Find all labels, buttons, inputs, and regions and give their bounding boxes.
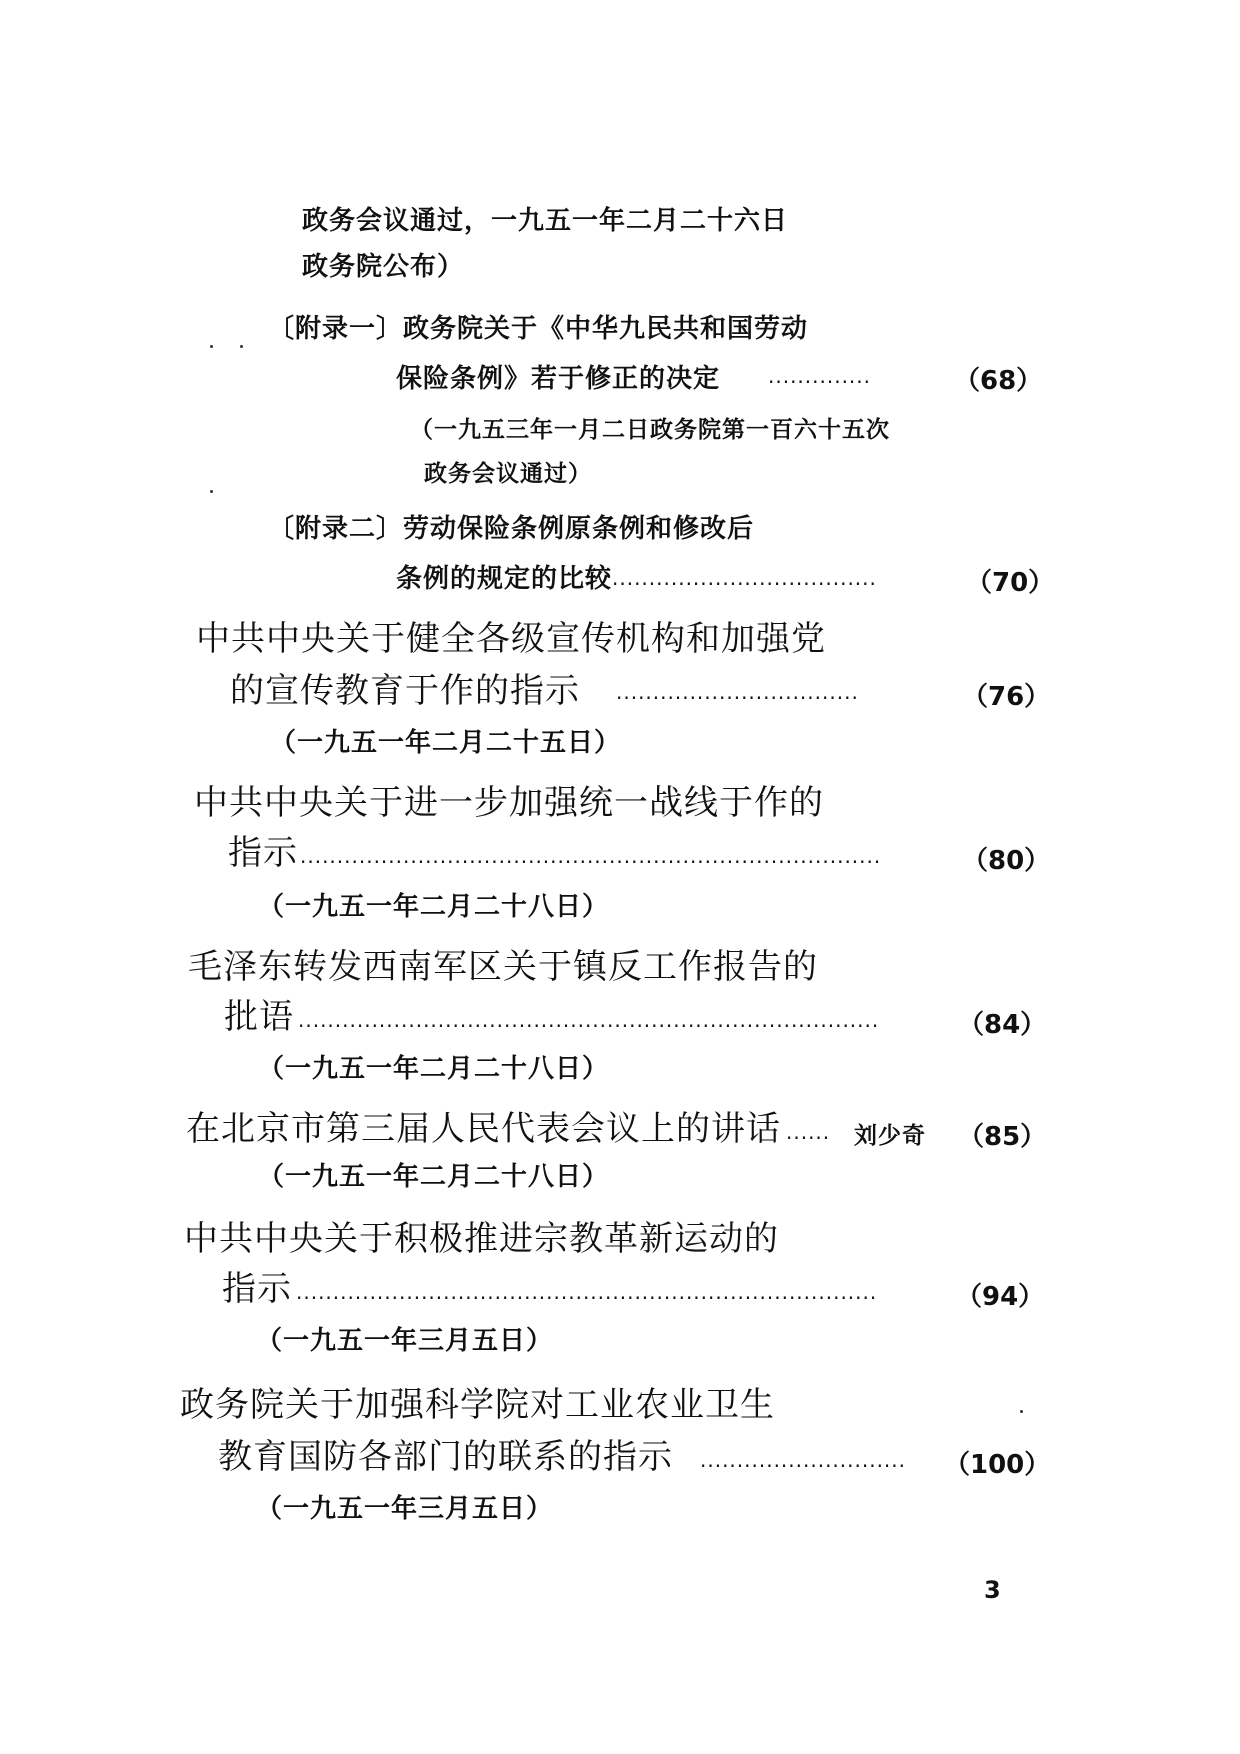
scan-speck bbox=[1020, 1410, 1023, 1413]
toc-leader-dots: ·············· bbox=[768, 372, 872, 392]
toc-leader-dots: ································· bbox=[616, 688, 859, 708]
toc-entry-date: （一九五一年二月二十八日） bbox=[258, 892, 610, 922]
toc-entry-title: 中共中央关于进一步加强统一战线于作的 bbox=[194, 783, 824, 823]
appendix-date-note: （一九五三年一月二日政务院第一百六十五次 bbox=[410, 416, 890, 443]
toc-entry-author: 刘少奇 bbox=[854, 1122, 926, 1149]
toc-continuation-line: 政务院公布） bbox=[302, 252, 465, 282]
appendix-date-note: 政务会议通过） bbox=[424, 460, 592, 487]
toc-entry-date: （一九五一年三月五日） bbox=[256, 1326, 554, 1356]
toc-entry-title: 中共中央关于健全各级宣传机构和加强党 bbox=[196, 619, 826, 659]
toc-page-number: （94） bbox=[956, 1282, 1045, 1312]
scan-speck bbox=[240, 345, 243, 348]
toc-page-number: （68） bbox=[954, 366, 1043, 396]
scan-speck bbox=[210, 490, 213, 493]
toc-entry-title: 指示 bbox=[222, 1269, 292, 1309]
toc-page-number: （70） bbox=[966, 568, 1055, 598]
toc-leader-dots: ···································· bbox=[612, 574, 877, 594]
toc-entry-title: 批语 bbox=[224, 997, 294, 1037]
appendix-title: 〔附录二〕劳动保险条例原条例和修改后 bbox=[268, 514, 755, 544]
toc-page-number: （76） bbox=[962, 682, 1051, 712]
toc-page-number: （100） bbox=[944, 1450, 1051, 1480]
toc-entry-date: （一九五一年三月五日） bbox=[256, 1494, 554, 1524]
toc-page-number: （80） bbox=[962, 846, 1051, 876]
toc-entry-date: （一九五一年二月二十八日） bbox=[258, 1162, 610, 1192]
toc-entry-date: （一九五一年二月二十五日） bbox=[270, 728, 622, 758]
page-number: 3 bbox=[984, 1576, 1001, 1604]
toc-leader-dots: ···························· bbox=[700, 1456, 907, 1476]
toc-entry-title: 政务院关于加强科学院对工业农业卫生 bbox=[180, 1385, 775, 1425]
toc-leader-dots: ··············································································· bbox=[298, 1016, 880, 1036]
toc-entry-title: 的宣传教育于作的指示 bbox=[230, 671, 580, 711]
appendix-title: 保险条例》若于修正的决定 bbox=[396, 364, 721, 394]
toc-entry-title: 毛泽东转发西南军区关于镇反工作报告的 bbox=[188, 947, 818, 987]
toc-leader-dots: ······ bbox=[786, 1128, 831, 1148]
toc-page-number: （85） bbox=[958, 1122, 1047, 1152]
toc-entry-title: 指示 bbox=[228, 833, 298, 873]
toc-entry-date: （一九五一年二月二十八日） bbox=[258, 1054, 610, 1084]
appendix-title: 〔附录一〕政务院关于《中华九民共和国劳动 bbox=[268, 314, 809, 344]
appendix-title: 条例的规定的比较 bbox=[396, 564, 613, 594]
toc-continuation-line: 政务会议通过，一九五一年二月二十六日 bbox=[302, 206, 789, 236]
scan-speck bbox=[210, 345, 213, 348]
toc-leader-dots: ··············································································· bbox=[300, 852, 882, 872]
toc-leader-dots: ··············································································· bbox=[296, 1288, 878, 1308]
toc-entry-title: 在北京市第三届人民代表会议上的讲话 bbox=[186, 1109, 781, 1149]
toc-entry-title: 教育国防各部门的联系的指示 bbox=[218, 1437, 673, 1477]
toc-page-number: （84） bbox=[958, 1010, 1047, 1040]
toc-entry-title: 中共中央关于积极推进宗教革新运动的 bbox=[184, 1219, 779, 1259]
